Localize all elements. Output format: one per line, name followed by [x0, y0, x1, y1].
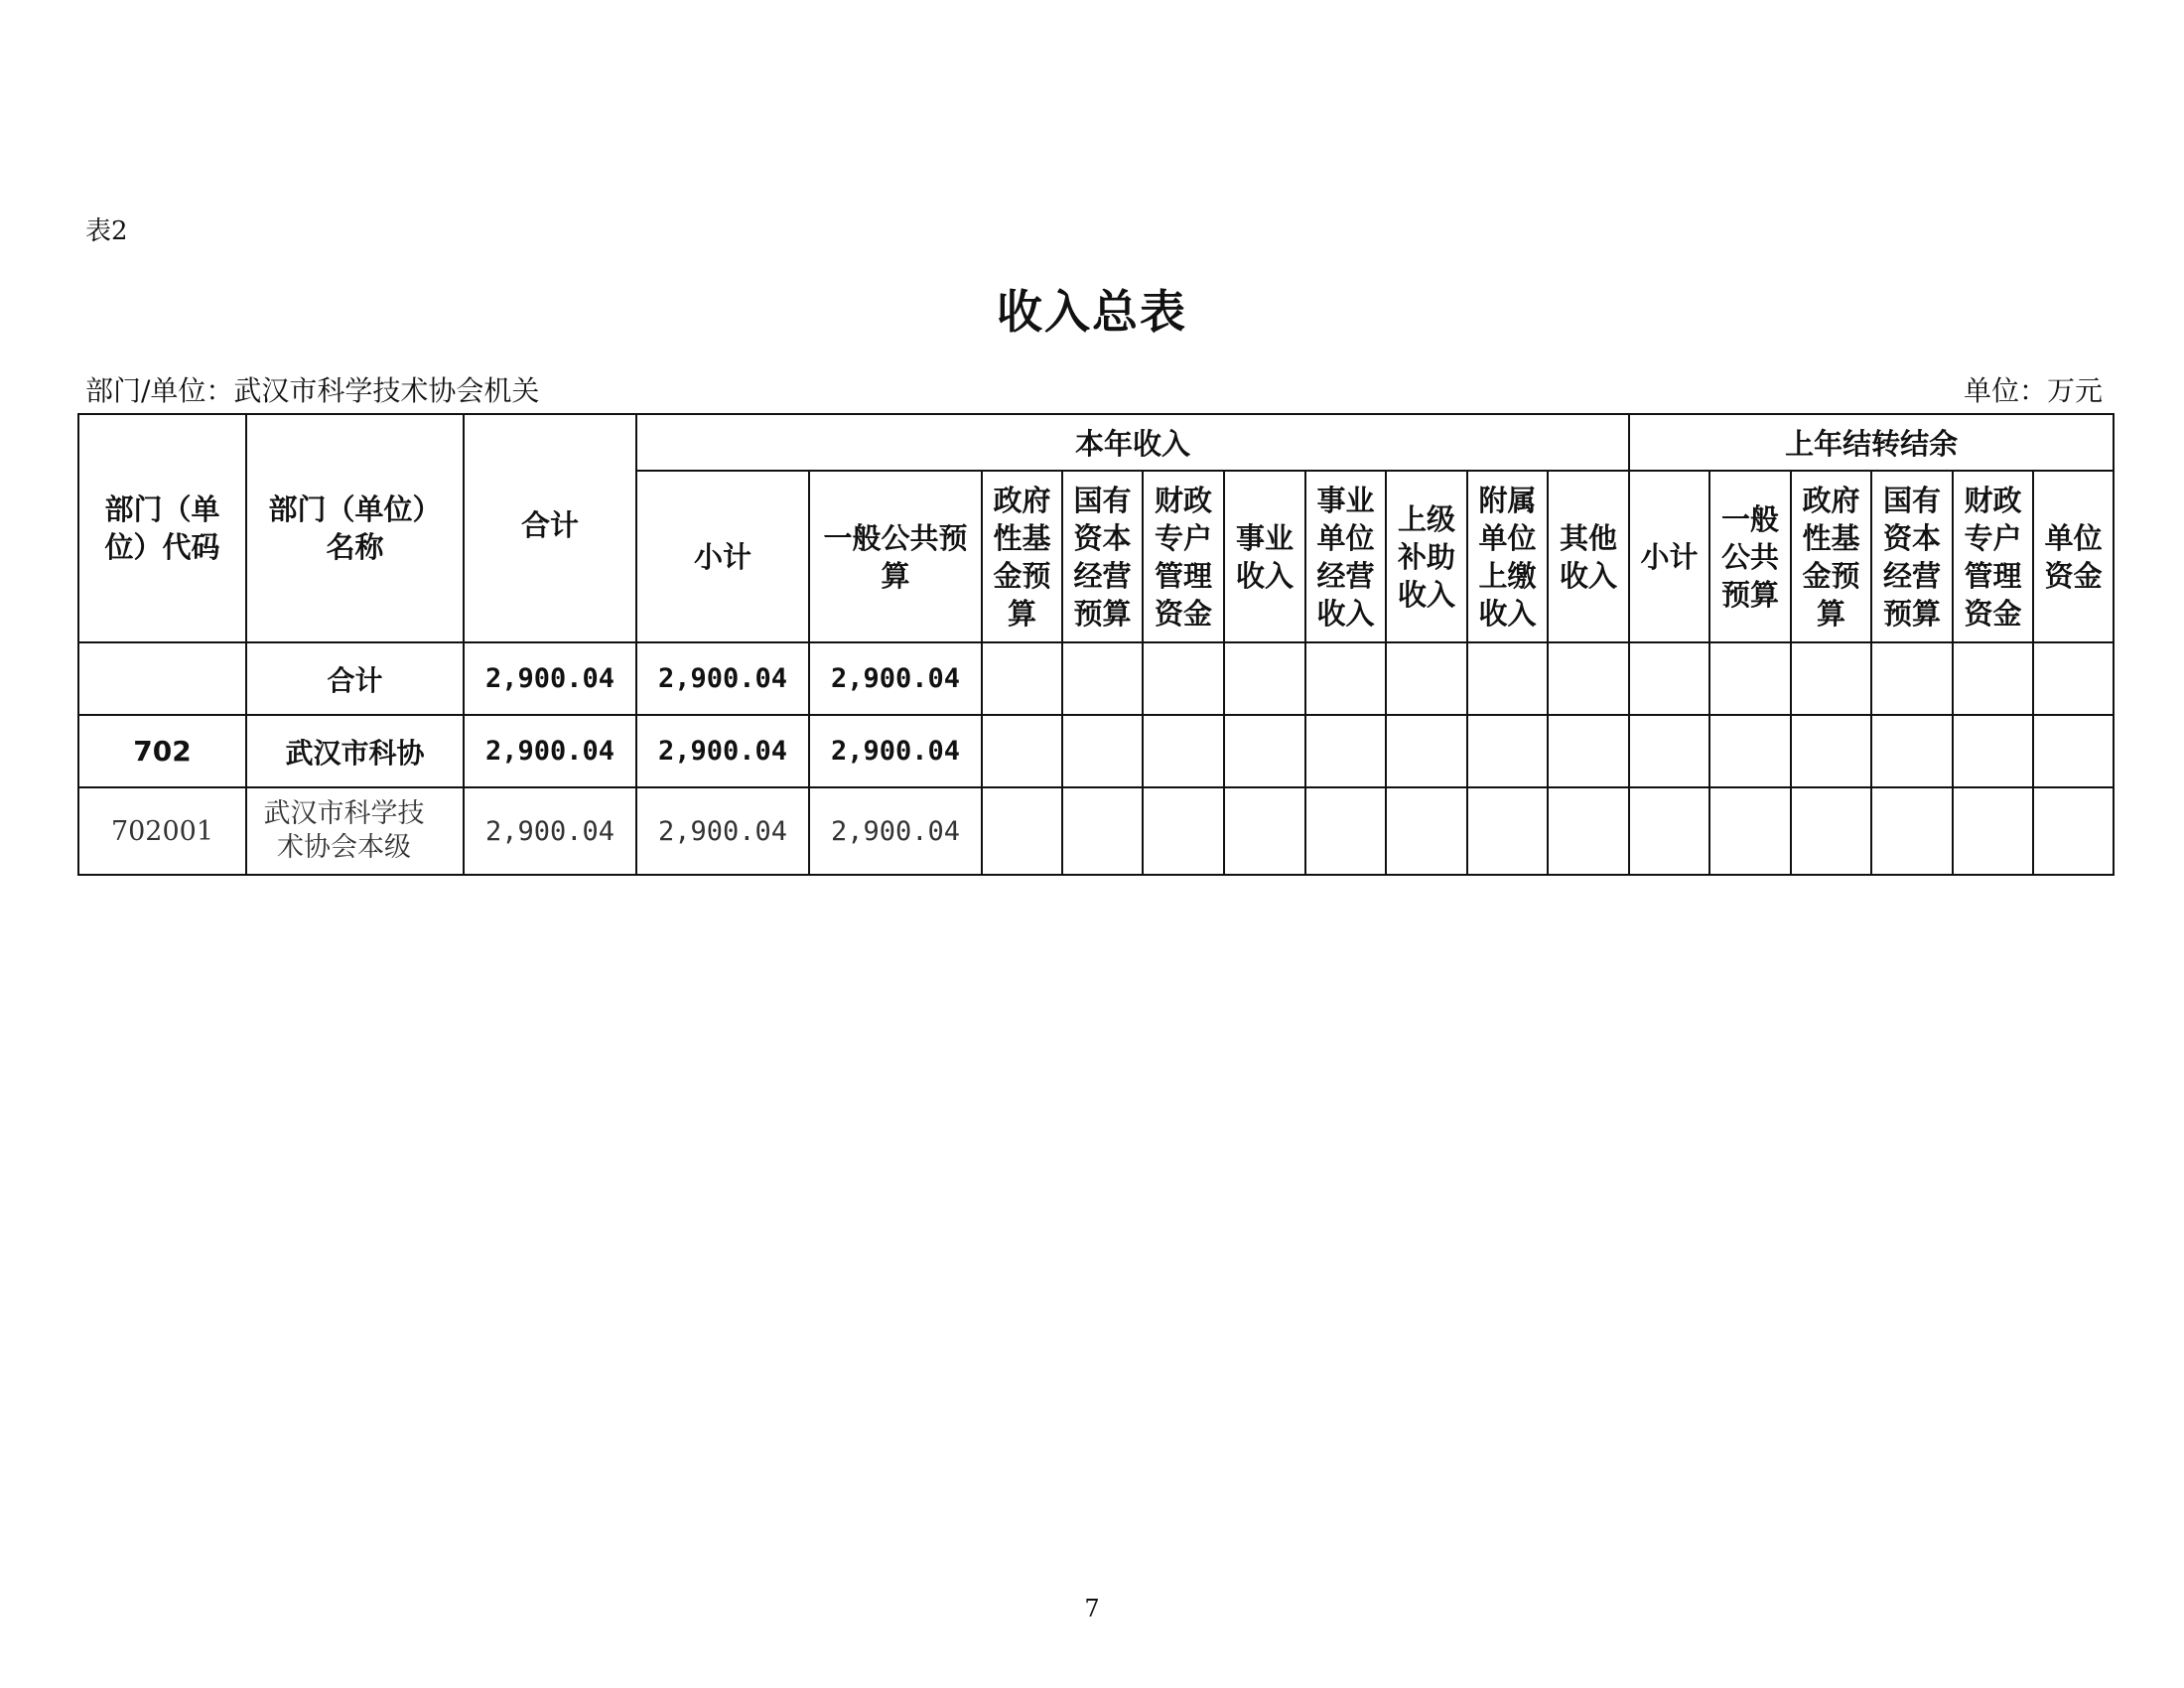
header-carry-general-budget: 一般公共预算 — [1709, 471, 1791, 642]
header-carryover: 上年结转结余 — [1629, 414, 2114, 471]
table-row — [78, 787, 2114, 875]
header-code: 部门（单位）代码 — [78, 414, 246, 642]
header-current-year: 本年收入 — [636, 414, 1629, 471]
table-row — [78, 715, 2114, 787]
income-summary-table — [77, 413, 2115, 876]
row-name: 合计 — [246, 642, 464, 715]
header-current-gov-fund: 政府性基金预算 — [982, 471, 1062, 642]
header-current-other-income: 其他收入 — [1548, 471, 1629, 642]
header-carry-state-capital: 国有资本经营预算 — [1871, 471, 1953, 642]
row-total: 2,900.04 — [464, 715, 636, 787]
header-carry-unit-funds: 单位资金 — [2033, 471, 2114, 642]
row-general-budget: 2,900.04 — [809, 715, 982, 787]
header-current-special-account: 财政专户管理资金 — [1143, 471, 1224, 642]
header-total: 合计 — [464, 414, 636, 642]
row-subtotal: 2,900.04 — [636, 642, 809, 715]
header-row-1 — [78, 414, 2114, 471]
header-name: 部门（单位）名称 — [246, 414, 464, 642]
header-current-operating-income: 事业单位经营收入 — [1305, 471, 1386, 642]
row-code — [78, 642, 246, 715]
row-name: 武汉市科学技术协会本级 — [246, 787, 464, 875]
unit-label: 单位：万元 — [1963, 374, 2103, 407]
header-current-subtotal: 小计 — [636, 471, 809, 642]
row-general-budget: 2,900.04 — [809, 787, 982, 875]
header-carry-gov-fund: 政府性基金预算 — [1791, 471, 1871, 642]
page-title: 收入总表 — [997, 285, 1187, 339]
header-current-business-income: 事业收入 — [1224, 471, 1305, 642]
row-general-budget: 2,900.04 — [809, 642, 982, 715]
header-carry-subtotal: 小计 — [1629, 471, 1709, 642]
header-carry-special-account: 财政专户管理资金 — [1953, 471, 2033, 642]
row-total: 2,900.04 — [464, 787, 636, 875]
department-label: 部门/单位：武汉市科学技术协会机关 — [85, 374, 540, 407]
page-number: 7 — [1084, 1595, 1100, 1622]
row-code: 702001 — [78, 787, 246, 875]
header-current-general-budget: 一般公共预算 — [809, 471, 982, 642]
table-number: 表2 — [85, 216, 128, 246]
header-current-subordinate-remit: 附属单位上缴收入 — [1467, 471, 1548, 642]
row-subtotal: 2,900.04 — [636, 715, 809, 787]
header-current-state-capital: 国有资本经营预算 — [1062, 471, 1143, 642]
row-code: 702 — [78, 715, 246, 787]
row-subtotal: 2,900.04 — [636, 787, 809, 875]
row-total: 2,900.04 — [464, 642, 636, 715]
table-row — [78, 642, 2114, 715]
row-name: 武汉市科协 — [246, 715, 464, 787]
header-current-superior-subsidy: 上级补助收入 — [1386, 471, 1467, 642]
